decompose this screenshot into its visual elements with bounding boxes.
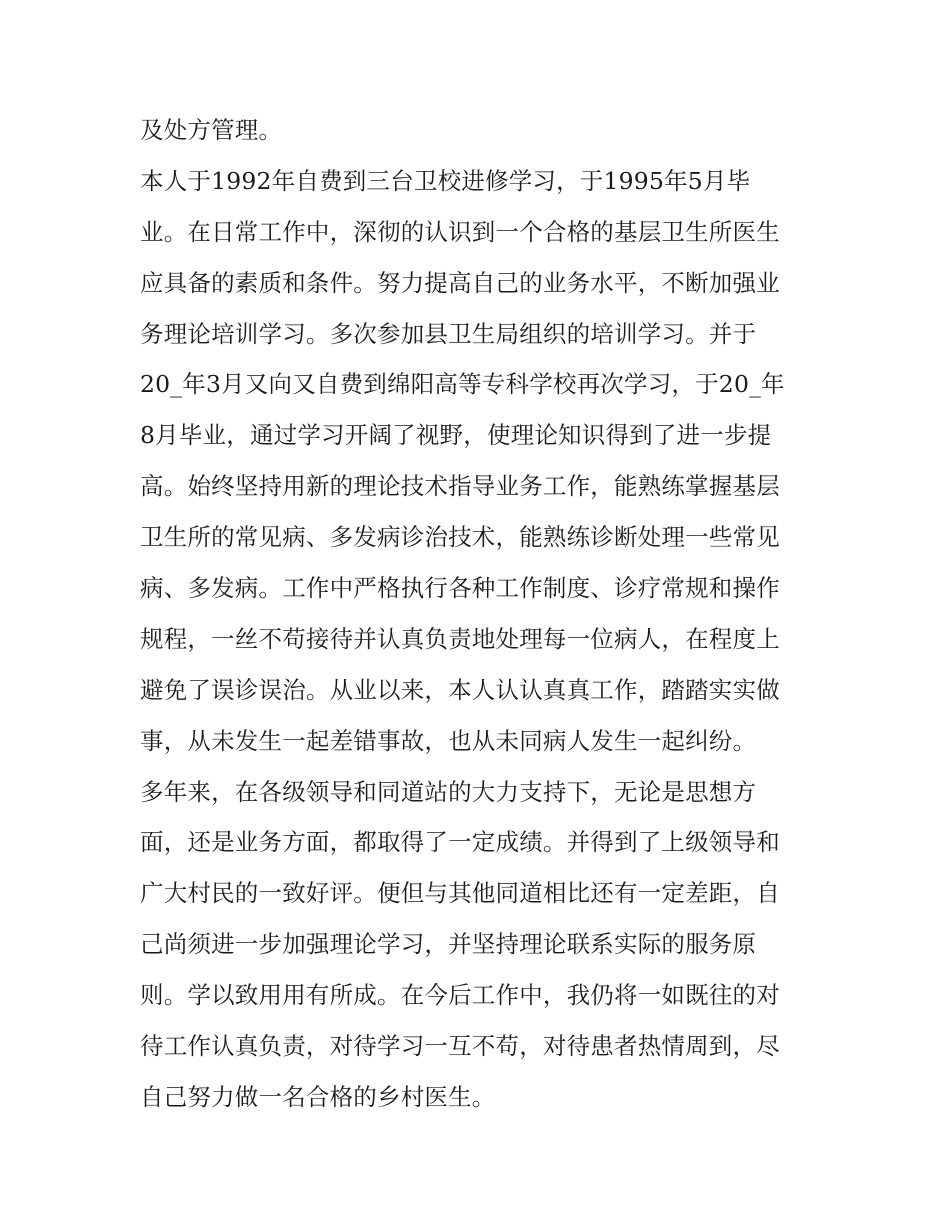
text-line: 则。学以致用用有所成。在今后工作中，我仍将一如既往的对 — [140, 981, 780, 1010]
text-line: 8月毕业，通过学习开阔了视野，使理论知识得到了进一步提 — [140, 421, 772, 450]
text-line: 务理论培训学习。多次参加县卫生局组织的培训学习。并于 — [140, 319, 757, 348]
text-line: 20_年3月又向又自费到绵阳高等专科学校再次学习，于20_年 — [140, 370, 785, 399]
text-line: 病、多发病。工作中严格执行各种工作制度、诊疗常规和操作 — [140, 574, 780, 603]
text-line: 待工作认真负责，对待学习一互不苟，对待患者热情周到，尽 — [140, 1032, 780, 1061]
text-line: 广大村民的一致好评。便但与其他同道相比还有一定差距，自 — [140, 879, 780, 908]
text-line: 自己努力做一名合格的乡村医生。 — [140, 1082, 496, 1111]
text-line: 己尚须进一步加强理论学习，并坚持理论联系实际的服务原 — [140, 930, 757, 959]
text-line: 多年来，在各级领导和同道站的大力支持下，无论是思想方 — [140, 777, 757, 806]
text-line: 避免了误诊误治。从业以来，本人认认真真工作，踏踏实实做 — [140, 675, 780, 704]
text-line: 事，从未发生一起差错事故，也从未同病人发生一起纠纷。 — [140, 726, 757, 755]
text-line: 应具备的素质和条件。努力提高自己的业务水平，不断加强业 — [140, 268, 780, 297]
text-line: 规程，一丝不苟接待并认真负责地处理每一位病人，在程度上 — [140, 624, 780, 653]
document-body — [140, 105, 820, 1123]
text-line: 卫生所的常见病、多发病诊治技术，能熟练诊断处理一些常见 — [140, 523, 780, 552]
text-line: 高。始终坚持用新的理论技术指导业务工作，能熟练掌握基层 — [140, 472, 780, 501]
text-line: 及处方管理。 — [140, 116, 283, 144]
text-line: 业。在日常工作中，深彻的认识到一个合格的基层卫生所医生 — [140, 217, 780, 246]
text-line: 面，还是业务方面，都取得了一定成绩。并得到了上级领导和 — [140, 828, 780, 857]
text-line: 本人于1992年自费到三台卫校进修学习，于1995年5月毕 — [140, 166, 751, 195]
